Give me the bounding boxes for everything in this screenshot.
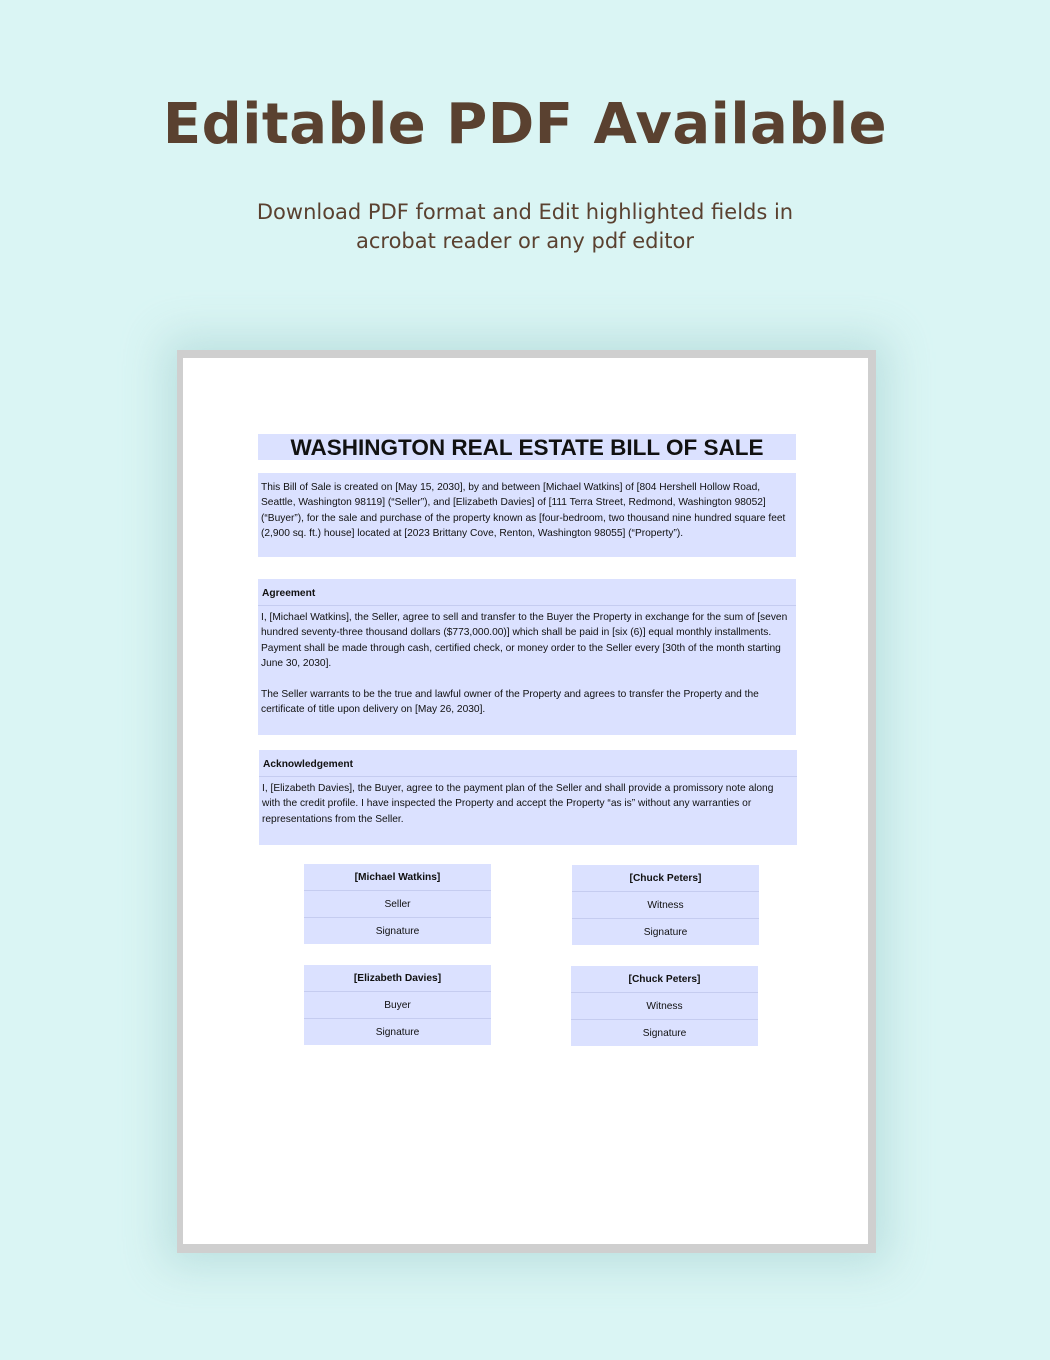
agreement-section[interactable] [258,579,796,735]
acknowledgement-paragraph: I, [Elizabeth Davies], the Buyer, agree to the payment plan of the Seller and shall provide a promissory note along with the credit profile. I have inspected the Property and accept the Property “as is” without any warranties or representations from the Seller. [262,783,774,825]
agreement-paragraph-2: The Seller warrants to be the true and lawful owner of the Property and agrees to transfer the Property and the certificate of title upon delivery on [May 26, 2030]. [261,688,759,716]
witness-signature-block-2[interactable] [571,966,758,1046]
acknowledgement-heading: Acknowledgement [259,750,797,777]
signature-name[interactable]: [Elizabeth Davies] [304,965,491,992]
signature-name[interactable]: [Michael Watkins] [304,864,491,891]
signature-role: Witness [572,892,759,919]
signature-line[interactable]: Signature [642,1028,687,1039]
signature-role: Witness [571,993,758,1020]
signature-name[interactable]: [Chuck Peters] [572,865,759,892]
signature-line[interactable]: Signature [643,927,688,938]
buyer-signature-block[interactable] [304,965,491,1045]
document-title[interactable]: WASHINGTON REAL ESTATE BILL OF SALE [258,434,796,460]
signature-line[interactable]: Signature [375,926,420,937]
agreement-heading: Agreement [258,579,796,606]
hero-title: Editable PDF Available [162,92,888,157]
document-preview-frame [177,350,876,1253]
intro-field[interactable] [258,473,796,557]
signature-line[interactable]: Signature [375,1027,420,1038]
signature-name[interactable]: [Chuck Peters] [571,966,758,993]
intro-text: This Bill of Sale is created on [May 15, 2030], by and between [Michael Watkins] of [804 Hershell Hollow Road, Seattle, Washington 98119] (“Seller”), and [Elizabeth Davies] of [111 Terra Street, Redmond, Washington 98052] (“Buyer”), for the sale and purchase of the property known as [four-bedroom, two thousand nine hundred square feet (2,900 sq. ft.) house] located at [2023 Brittany Cove, Renton, Washington 98055] (“Property”). [261,482,786,540]
agreement-body [258,606,796,717]
signature-role: Seller [304,891,491,918]
hero-subtitle: Download PDF format and Edit highlighted fields in acrobat reader or any pdf editor [256,200,794,253]
acknowledgement-section[interactable] [259,750,797,845]
agreement-paragraph-1: I, [Michael Watkins], the Seller, agree to sell and transfer to the Buyer the Property in exchange for the sum of [seven hundred seventy-three thousand dollars ($773,000.00)] which shall be paid in [six (6)] equal monthly installments. Payment shall be made through cash, certified check, or money order to the Seller every [30th of the month starting June 30, 2030]. [261,612,788,670]
acknowledgement-body [259,777,797,827]
document-page [183,358,868,1244]
seller-signature-block[interactable] [304,864,491,944]
signature-role: Buyer [304,992,491,1019]
witness-signature-block-1[interactable] [572,865,759,945]
